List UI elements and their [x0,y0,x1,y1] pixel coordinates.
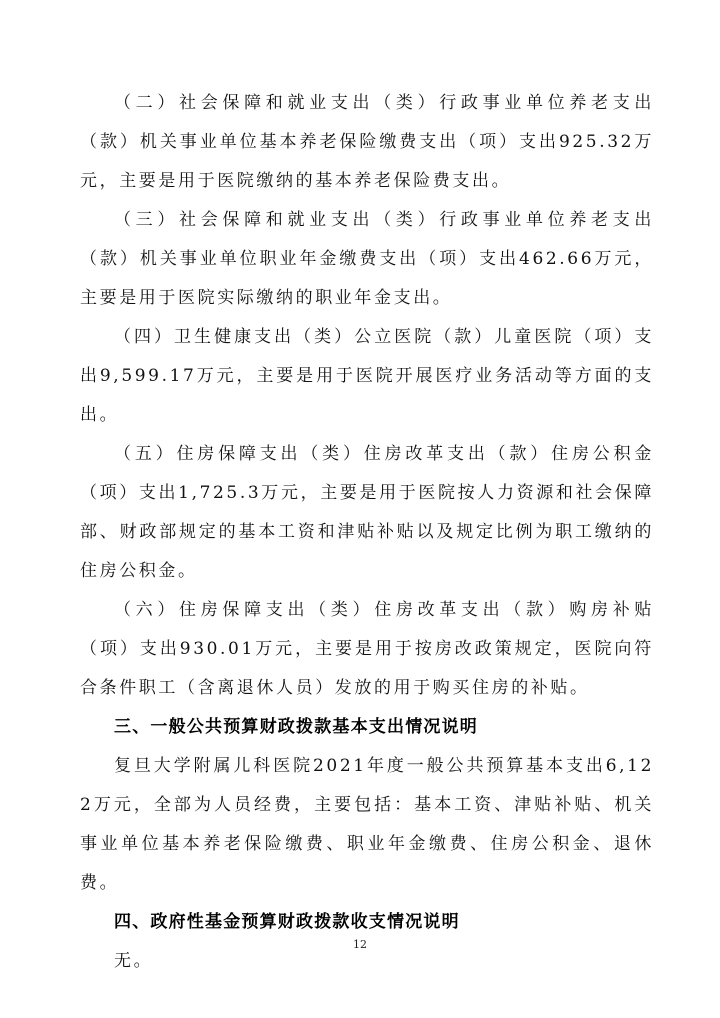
paragraph-item-3: （三）社会保障和就业支出（类）行政事业单位养老支出（款）机关事业单位职业年金缴费支出（项）支出462.66万元，主要是用于医院实际缴纳的职业年金支出。 [80,210,654,308]
paragraph-item-4: （四）卫生健康支出（类）公立医院（款）儿童医院（项）支出9,599.17万元，主要是用于医院开展医疗业务活动等方面的支出。 [80,327,654,425]
section-heading-3: 三、一般公共预算财政拨款基本支出情况说明 [114,717,478,737]
page-number: 12 [353,938,367,951]
paragraph-none: 无。 [114,951,154,971]
paragraph-item-6: （六）住房保障支出（类）住房改革支出（款）购房补贴（项）支出930.01万元，主要是用于按房改政策规定，医院向符合条件职工（含离退休人员）发放的用于购买住房的补贴。 [80,600,654,698]
paragraph-item-2: （二）社会保障和就业支出（类）行政事业单位养老支出（款）机关事业单位基本养老保险缴费支出（项）支出925.32万元，主要是用于医院缴纳的基本养老保险费支出。 [80,93,654,191]
paragraph-item-5: （五）住房保障支出（类）住房改革支出（款）住房公积金（项）支出1,725.3万元，主要是用于医院按人力资源和社会保障部、财政部规定的基本工资和津贴补贴以及规定比例为职工缴纳的住房公积金。 [80,444,654,581]
section-heading-4: 四、政府性基金预算财政拨款收支情况说明 [114,912,460,932]
document-body [80,84,654,981]
paragraph-basic-expenditure: 复旦大学附属儿科医院2021年度一般公共预算基本支出6,122万元，全部为人员经费，主要包括：基本工资、津贴补贴、机关事业单位基本养老保险缴费、职业年金缴费、住房公积金、退休费。 [80,756,654,893]
